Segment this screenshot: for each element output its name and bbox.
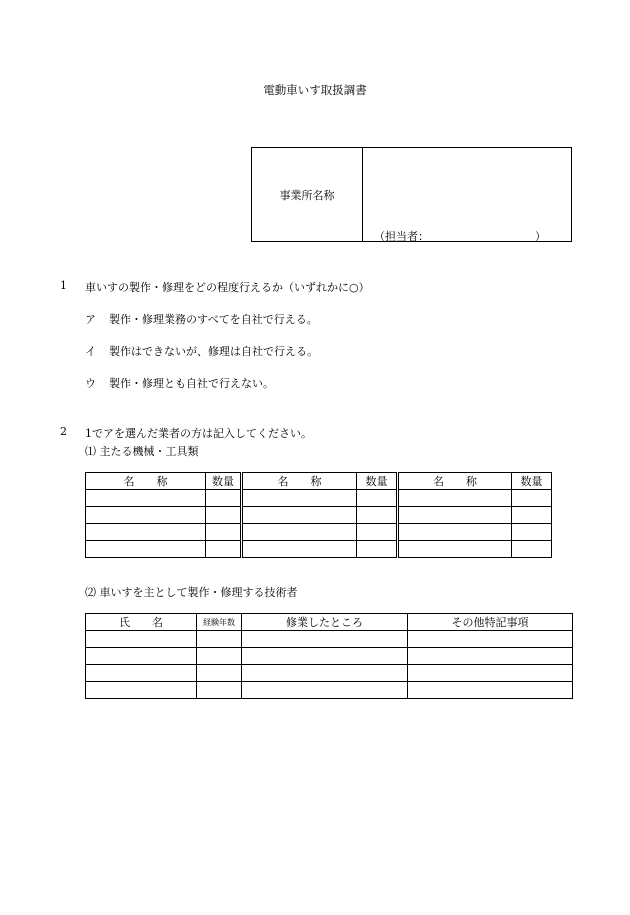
q2-number: 2 [60, 425, 67, 438]
tools-table-header [86, 473, 552, 490]
table-row [86, 507, 552, 524]
contact-person-label: （担当者： [374, 230, 429, 243]
table-row [86, 648, 573, 665]
table-row [86, 490, 552, 507]
table-row [86, 682, 573, 699]
q1-option-a-mark: ア [85, 313, 96, 326]
q2-text: 1でアを選んだ業者の方は記入してください。 [85, 427, 312, 440]
office-name-label: 事業所名称 [252, 148, 363, 241]
tech-header-training: 修業したところ [242, 614, 408, 631]
q1-number: 1 [60, 279, 67, 292]
table-row [86, 665, 573, 682]
q1-option-u-text: 製作・修理とも自社で行えない。 [109, 377, 274, 390]
tools-header-qty-2: 数量 [357, 473, 397, 490]
q2-sub1-heading: ⑴ 主たる機械・工具類 [85, 445, 199, 458]
q1-option-u-mark: ウ [85, 377, 96, 390]
table-row [86, 541, 552, 558]
tools-table [85, 472, 552, 558]
tech-header-experience: 経験年数 [197, 614, 242, 631]
tools-header-name-3: 名 称 [399, 473, 512, 490]
tools-header-qty-1: 数量 [206, 473, 241, 490]
table-row [86, 631, 573, 648]
document-title: 電動車いす取扱調書 [263, 83, 367, 97]
technicians-table-header [86, 614, 573, 631]
q1-option-i-mark: イ [85, 345, 96, 358]
table-row [86, 524, 552, 541]
q2-sub2-heading: ⑵ 車いすを主として製作・修理する技術者 [85, 586, 298, 599]
q1-text: 車いすの製作・修理をどの程度行えるか（いずれかに○） [85, 281, 370, 294]
tools-header-name-2: 名 称 [243, 473, 357, 490]
office-box [251, 147, 572, 242]
contact-person-close: ） [535, 230, 546, 243]
tools-header-qty-3: 数量 [512, 473, 552, 490]
tech-header-notes: その他特記事項 [408, 614, 573, 631]
q1-option-i-text: 製作はできないが、修理は自社で行える。 [109, 345, 318, 358]
q1-option-a-text: 製作・修理業務のすべてを自社で行える。 [109, 313, 318, 326]
technicians-table [85, 613, 573, 699]
tools-header-name-1: 名 称 [86, 473, 206, 490]
tech-header-name: 氏 名 [86, 614, 197, 631]
